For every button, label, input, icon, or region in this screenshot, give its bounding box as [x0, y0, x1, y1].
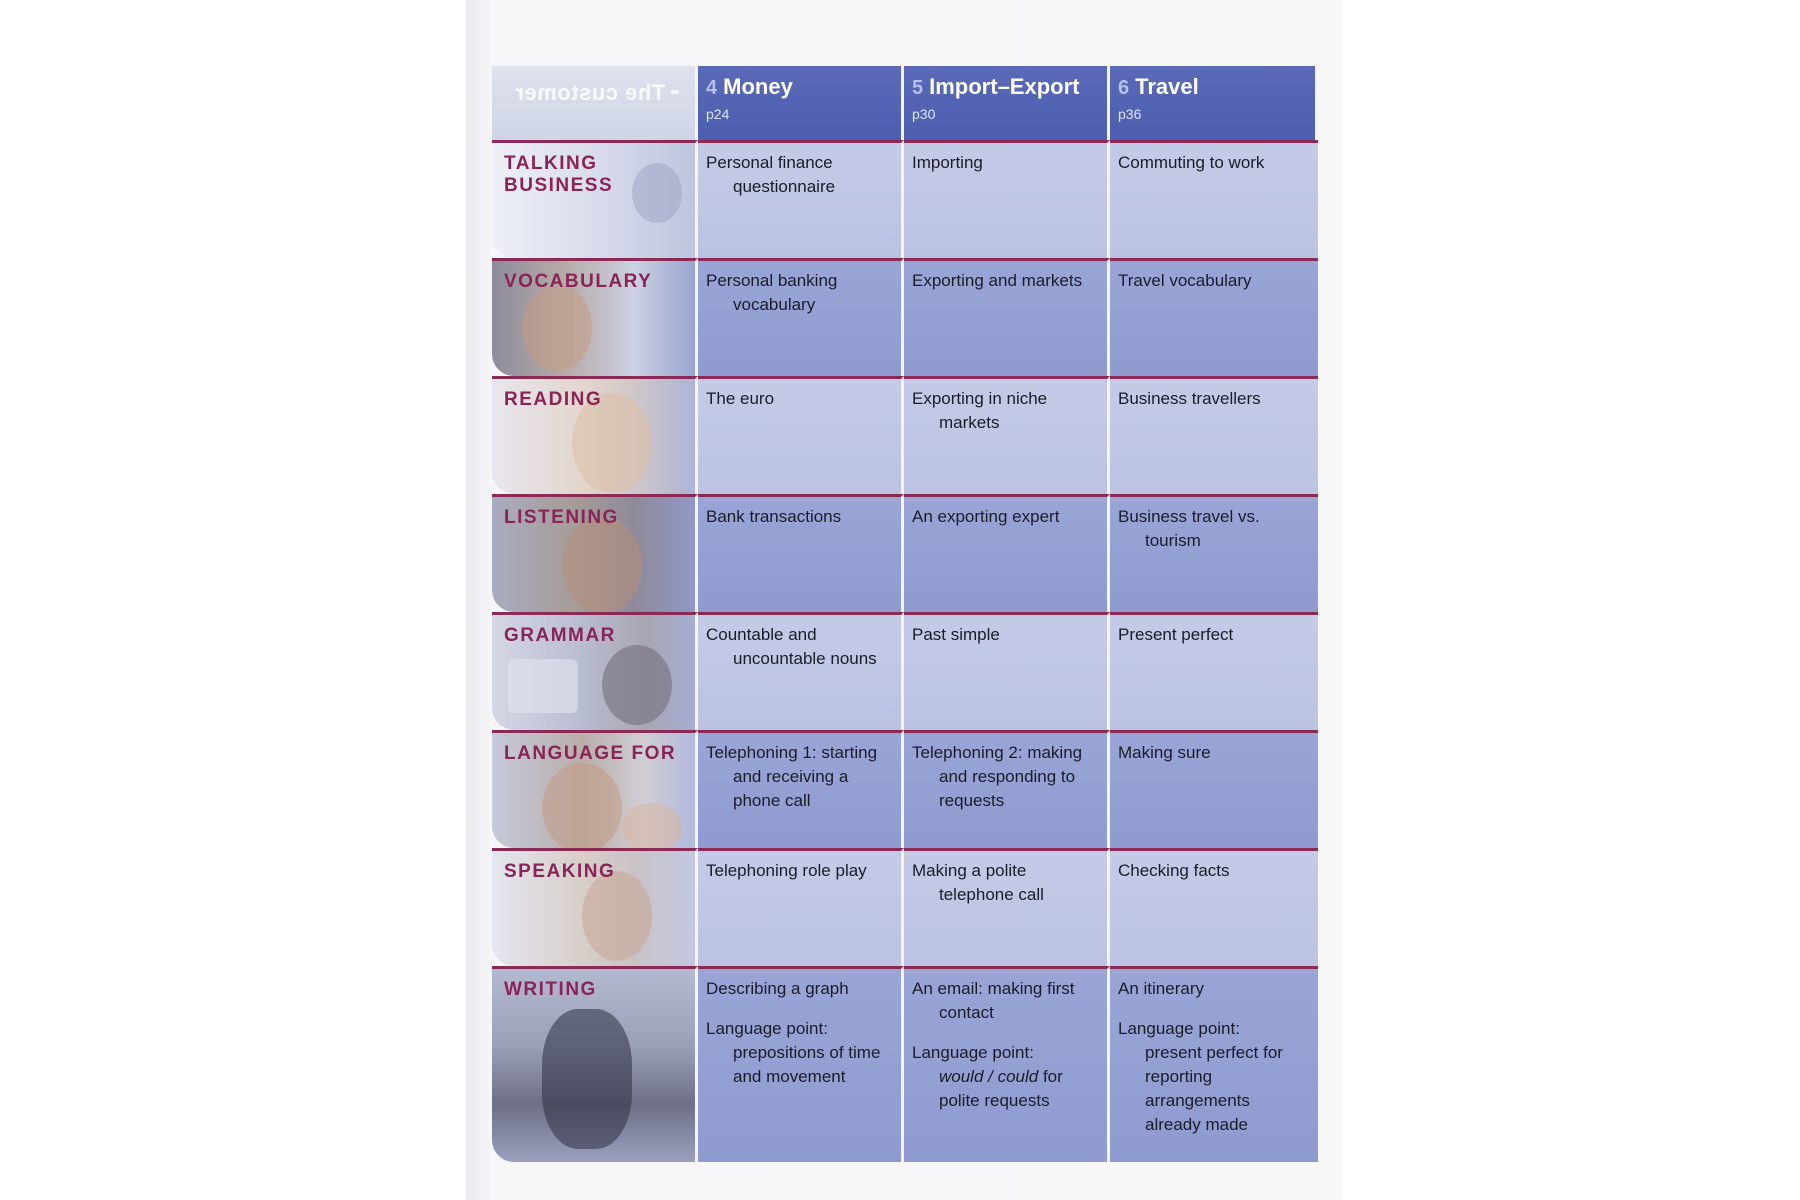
- row-label-cell: [492, 612, 698, 730]
- row-label-cell: [492, 376, 698, 494]
- row-label-cell: [492, 494, 698, 612]
- row-label-cell: [492, 258, 698, 376]
- table-cell: Importing: [904, 140, 1110, 258]
- row-label-cell: [492, 848, 698, 966]
- table-cell: Making sure: [1110, 730, 1318, 848]
- table-cell: Telephoning role play: [698, 848, 904, 966]
- table-cell: Countable and uncountable nouns: [698, 612, 904, 730]
- row-label: SPEAKING: [504, 861, 616, 882]
- unit-title: Travel: [1135, 74, 1199, 99]
- table-cell: Travel vocabulary: [1110, 258, 1318, 376]
- unit-header-travel: [1110, 66, 1318, 140]
- row-label: GRAMMAR: [504, 625, 616, 646]
- table-cell: Describing a graph Language point: prepositions of time and movement: [698, 966, 904, 1162]
- table-cell: Telephoning 1: starting and receiving a phone call: [698, 730, 904, 848]
- table-cell: Business travellers: [1110, 376, 1318, 494]
- table-cell: Exporting in niche markets: [904, 376, 1110, 494]
- row-label-cell: [492, 966, 698, 1162]
- table-cell: Making a polite telephone call: [904, 848, 1110, 966]
- table-cell: Telephoning 2: making and responding to requests: [904, 730, 1110, 848]
- header-corner: [492, 66, 698, 140]
- unit-title: Import–Export: [929, 74, 1080, 99]
- unit-page: p36: [1118, 106, 1142, 122]
- table-cell: The euro: [698, 376, 904, 494]
- corner-marker: [671, 90, 679, 94]
- unit-page: p24: [706, 106, 730, 122]
- unit-header-import-export: [904, 66, 1110, 140]
- unit-number: 5: [912, 77, 924, 99]
- table-cell: Personal finance questionnaire: [698, 140, 904, 258]
- unit-page: p30: [912, 106, 936, 122]
- contents-table: [492, 66, 1318, 1162]
- unit-header-money: [698, 66, 904, 140]
- table-cell: Personal banking vocabulary: [698, 258, 904, 376]
- unit-number: 4: [706, 77, 718, 99]
- row-label: WRITING: [504, 979, 597, 1000]
- row-label: TALKING BUSINESS: [504, 153, 614, 196]
- unit-number: 6: [1118, 77, 1130, 99]
- unit-title: Money: [723, 74, 793, 99]
- row-label-cell: [492, 730, 698, 848]
- table-cell: Commuting to work: [1110, 140, 1318, 258]
- row-label: LISTENING: [504, 507, 619, 528]
- corner-mirrored-text: The customer: [514, 80, 665, 105]
- table-cell: An email: making first contact Language point: would / could for polite requests: [904, 966, 1110, 1162]
- table-cell: An itinerary Language point: present perfect for reporting arrangements already made: [1110, 966, 1318, 1162]
- table-cell: Past simple: [904, 612, 1110, 730]
- row-label-cell: [492, 140, 698, 258]
- row-label: VOCABULARY: [504, 271, 653, 292]
- table-cell: Present perfect: [1110, 612, 1318, 730]
- table-cell: An exporting expert: [904, 494, 1110, 612]
- row-label: READING: [504, 389, 603, 410]
- table-cell: Exporting and markets: [904, 258, 1110, 376]
- table-cell: Bank transactions: [698, 494, 904, 612]
- table-cell: Business travel vs. tourism: [1110, 494, 1318, 612]
- table-cell: Checking facts: [1110, 848, 1318, 966]
- row-label: LANGUAGE FOR: [504, 743, 677, 764]
